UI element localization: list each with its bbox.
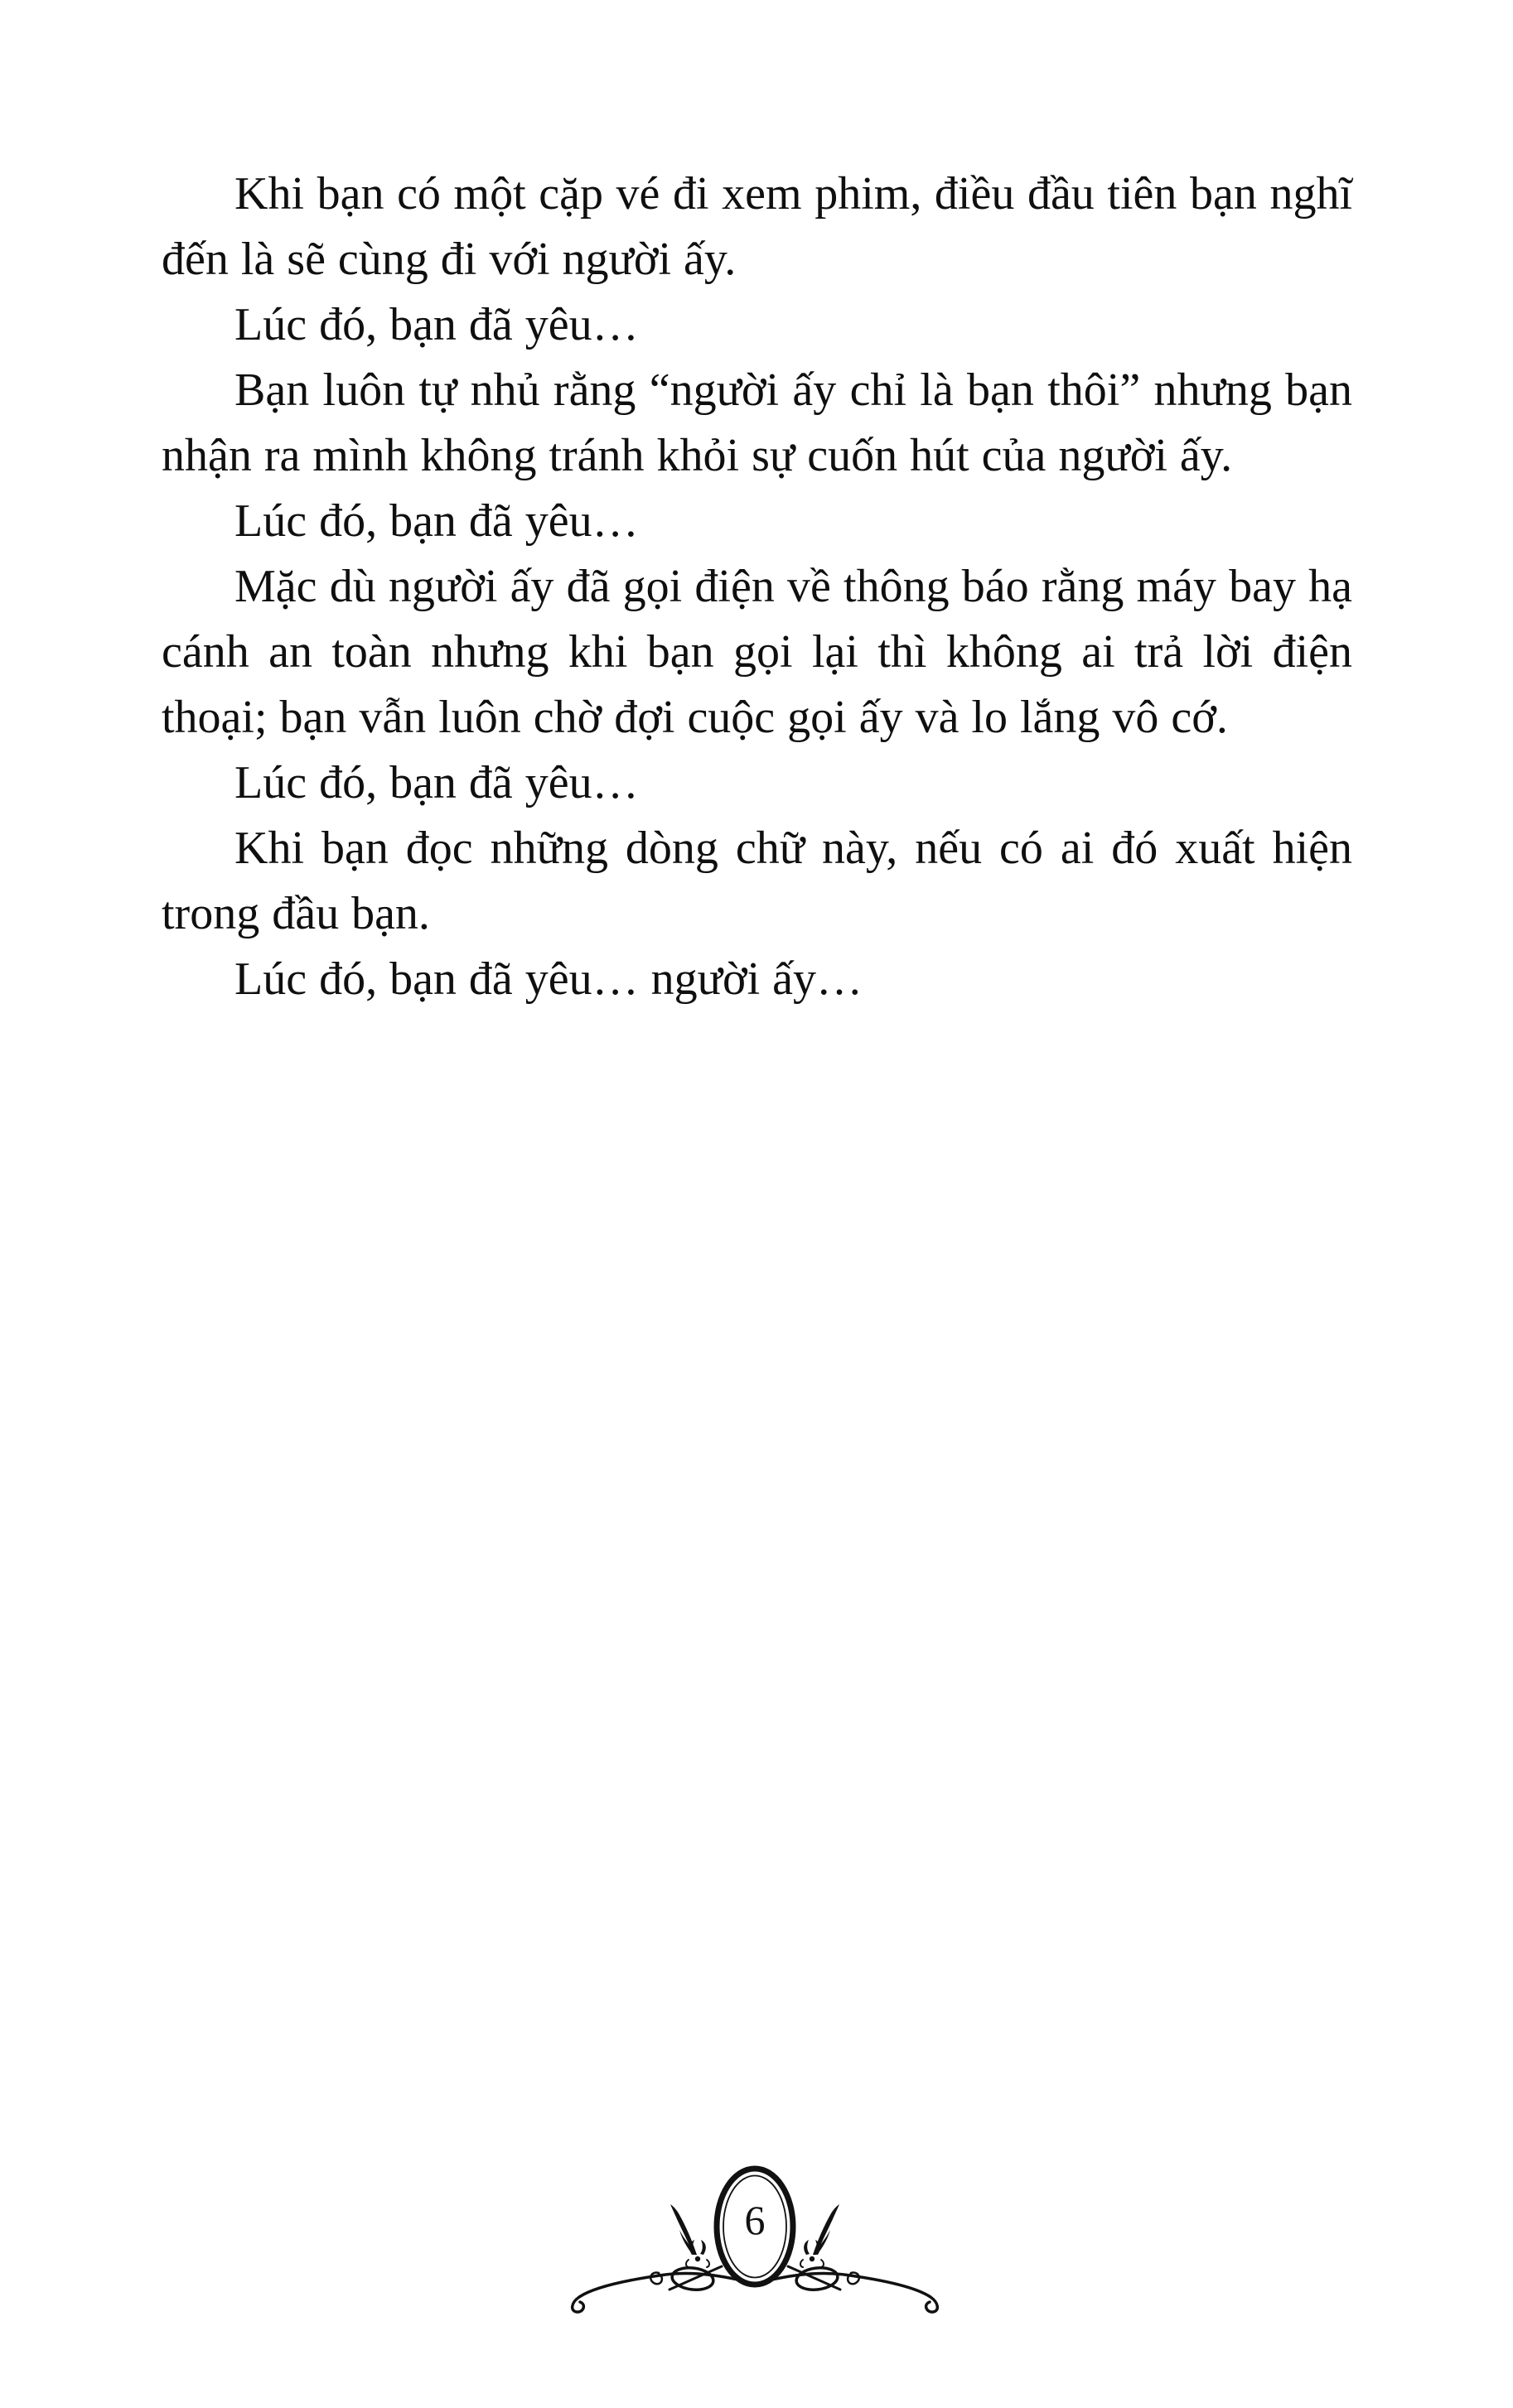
paragraph: Lúc đó, bạn đã yêu… [234, 299, 639, 350]
paragraph: Lúc đó, bạn đã yêu… [234, 757, 639, 808]
paragraph: Bạn luôn tự nhủ rằng “người ấy chỉ là bạn thôi” nhưng bạn nhận ra mình không tránh khỏi sự cuốn hút của người ấy. [162, 364, 1352, 481]
paragraph: Khi bạn có một cặp vé đi xem phim, điều đầu tiên bạn nghĩ đến là sẽ cùng đi với người ấy. [162, 168, 1352, 285]
paragraph: Lúc đó, bạn đã yêu… [234, 495, 639, 547]
paragraph: Lúc đó, bạn đã yêu… người ấy… [234, 953, 863, 1005]
flourish-ornament-icon [564, 2154, 945, 2319]
paragraph: Mặc dù người ấy đã gọi điện về thông báo rằng máy bay hạ cánh an toàn nhưng khi bạn gọi lại thì không ai trả lời điện thoại; bạn vẫn luôn chờ đợi cuộc gọi ấy và lo lắng vô cớ. [162, 561, 1352, 743]
page-number: 6 [744, 2197, 766, 2243]
paragraph: Khi bạn đọc những dòng chữ này, nếu có ai đó xuất hiện trong đầu bạn. [162, 823, 1352, 939]
text-block [162, 162, 1352, 1012]
page-footer [564, 2154, 945, 2319]
